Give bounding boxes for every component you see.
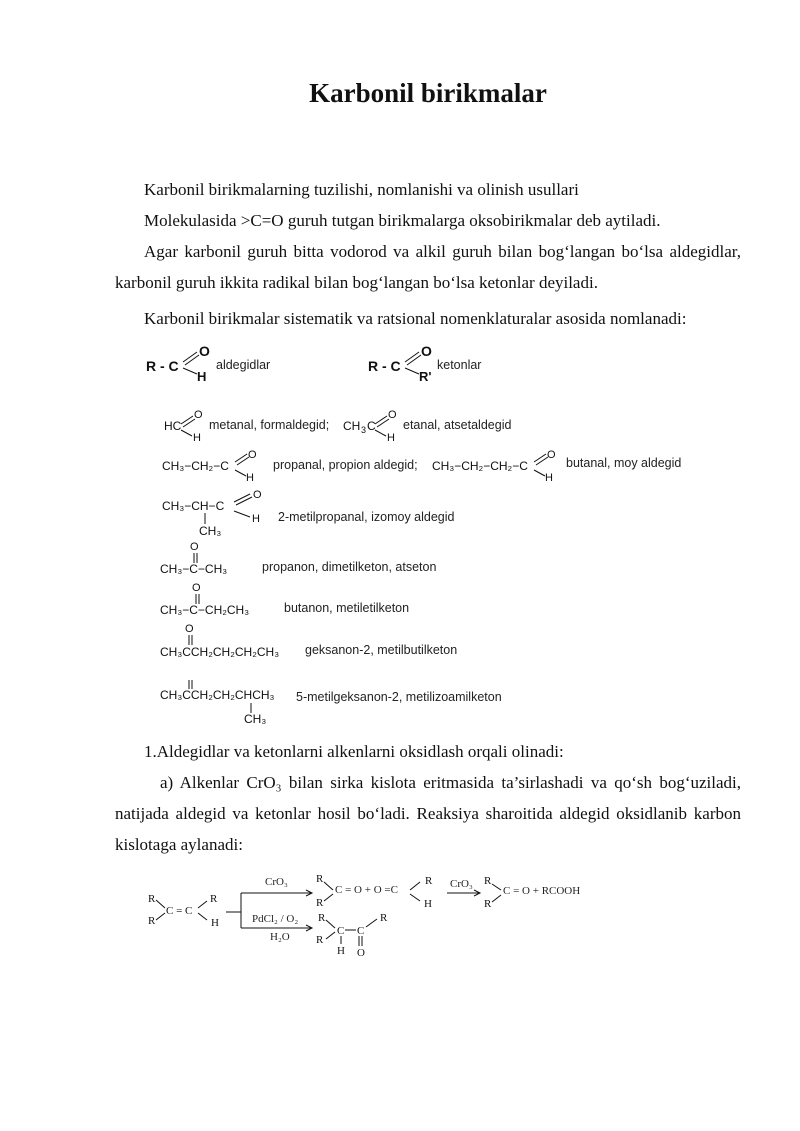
svg-text:H: H [193, 432, 201, 444]
svg-text:R: R [148, 915, 156, 927]
section-heading: 1.Aldegidlar va ketonlarni alkenlarni oksidlash orqali olinadi: [144, 742, 564, 761]
svg-text:H: H [387, 432, 395, 444]
svg-text:CH₃CCH₂CH₂CH₂CH₃: CH₃CCH₂CH₂CH₂CH₃ [160, 645, 280, 659]
page-title: Karbonil birikmalar [309, 78, 547, 108]
svg-text:O: O [547, 449, 556, 461]
compound-name-isobutanal: 2-metilpropanal, izomoy aldegid [278, 510, 455, 524]
svg-text:O: O [388, 409, 397, 421]
compound-name-ethanal: etanal, atsetaldegid [403, 418, 512, 432]
svg-text:CH₃−C−CH₃: CH₃−C−CH₃ [160, 562, 228, 576]
svg-text:O: O [357, 947, 365, 959]
svg-text:H: H [246, 472, 254, 484]
svg-text:O: O [185, 623, 194, 635]
svg-text:CH₃−C−CH₂CH₃: CH₃−C−CH₂CH₃ [160, 603, 250, 617]
compound-name-butanal: butanal, moy aldegid [566, 456, 682, 470]
svg-text:C: C [357, 925, 365, 937]
svg-text:O: O [421, 343, 432, 359]
svg-text:O: O [194, 409, 203, 421]
paragraph-definition: Molekulasida >C=O guruh tutgan birikmalarga oksobirikmalar deb aytiladi. [144, 211, 661, 230]
svg-text:H: H [197, 369, 207, 384]
compound-name-butanone: butanon, metiletilketon [284, 601, 410, 615]
compound-name-methylhexanone: 5-metilgeksanon-2, metilizoamilketon [296, 690, 502, 704]
svg-text:H: H [545, 472, 553, 484]
reagent-cro3-top: CrO₃ [265, 876, 288, 888]
svg-text:O: O [192, 582, 201, 594]
svg-text:O: O [253, 489, 262, 501]
paragraph-nomenclature: Karbonil birikmalar sistematik va ratsional nomenklaturalar asosida nomlanadi: [144, 309, 687, 328]
svg-text:H: H [252, 513, 260, 525]
svg-text:H: H [424, 898, 432, 910]
svg-text:CH₃−CH₂−CH₂−C: CH₃−CH₂−CH₂−C [432, 459, 528, 473]
ketone-general-label: ketonlar [437, 358, 482, 372]
svg-text:R: R [484, 898, 492, 910]
compound-name-propanal: propanal, propion aldegid; [273, 458, 418, 472]
svg-text:R: R [316, 934, 324, 946]
svg-text:CH₃: CH₃ [244, 712, 267, 726]
svg-text:HC: HC [164, 419, 182, 433]
svg-text:R: R [316, 873, 324, 885]
reagent-cro3-right: CrO₃ [450, 878, 473, 890]
paragraph-aldehyde-ketone: Agar karbonil guruh bitta vodorod va alkil guruh bilan bog‘langan bo‘lsa aldegidlar, karbonil guruh ikkita radikal bilan bog‘langan bo‘lsa ketonlar deyiladi. [115, 242, 741, 292]
compound-name-hexanone: geksanon-2, metilbutilketon [305, 643, 458, 657]
svg-text:C = C: C = C [166, 905, 193, 917]
svg-text:C: C [337, 925, 345, 937]
svg-text:R: R [425, 875, 433, 887]
svg-text:CH: CH [343, 419, 361, 433]
reagent-water: H₂O [270, 931, 290, 943]
svg-text:R: R [484, 875, 492, 887]
compound-name-methanal: metanal, formaldegid; [209, 418, 330, 432]
svg-text:3: 3 [361, 425, 367, 435]
svg-text:R: R [318, 912, 326, 924]
svg-text:CH₃: CH₃ [199, 524, 222, 538]
svg-text:CH₃CCH₂CH₂CHCH₃: CH₃CCH₂CH₂CHCH₃ [160, 688, 275, 702]
section-text: a) Alkenlar CrO₃ bilan sirka kislota eritmasida ta’sirlashadi va qo‘sh bog‘uziladi, natijada aldegid va ketonlar hosil bo‘ladi. Reaksiya sharoitida aldegid oksidlanib karbon kislotaga aylanadi: [115, 773, 741, 854]
svg-text:R: R [210, 893, 218, 905]
product-carbonyls: C = O + O =C [335, 884, 398, 896]
svg-text:CH₃−CH₂−C: CH₃−CH₂−C [162, 459, 229, 473]
svg-text:O: O [199, 343, 210, 359]
svg-text:O: O [190, 541, 199, 553]
svg-text:R: R [148, 893, 156, 905]
aldehyde-general-label: aldegidlar [216, 358, 271, 372]
product-acid: C = O + RCOOH [503, 885, 581, 897]
paragraph-subtitle: Karbonil birikmalarning tuzilishi, nomlanishi va olinish usullari [144, 180, 579, 199]
svg-text:R: R [316, 897, 324, 909]
svg-text:O: O [248, 449, 257, 461]
svg-text:R: R [380, 912, 388, 924]
reagent-pdcl2: PdCl₂ / O₂ [252, 913, 299, 925]
svg-text:R - C: R - C [146, 358, 179, 374]
svg-text:C: C [367, 419, 376, 433]
compound-name-propanone: propanon, dimetilketon, atseton [262, 560, 437, 574]
svg-text:R - C: R - C [368, 358, 401, 374]
svg-text:H: H [337, 945, 345, 957]
svg-text:R': R' [419, 369, 432, 384]
svg-text:CH₃−CH−C: CH₃−CH−C [162, 499, 225, 513]
svg-text:H: H [211, 917, 219, 929]
